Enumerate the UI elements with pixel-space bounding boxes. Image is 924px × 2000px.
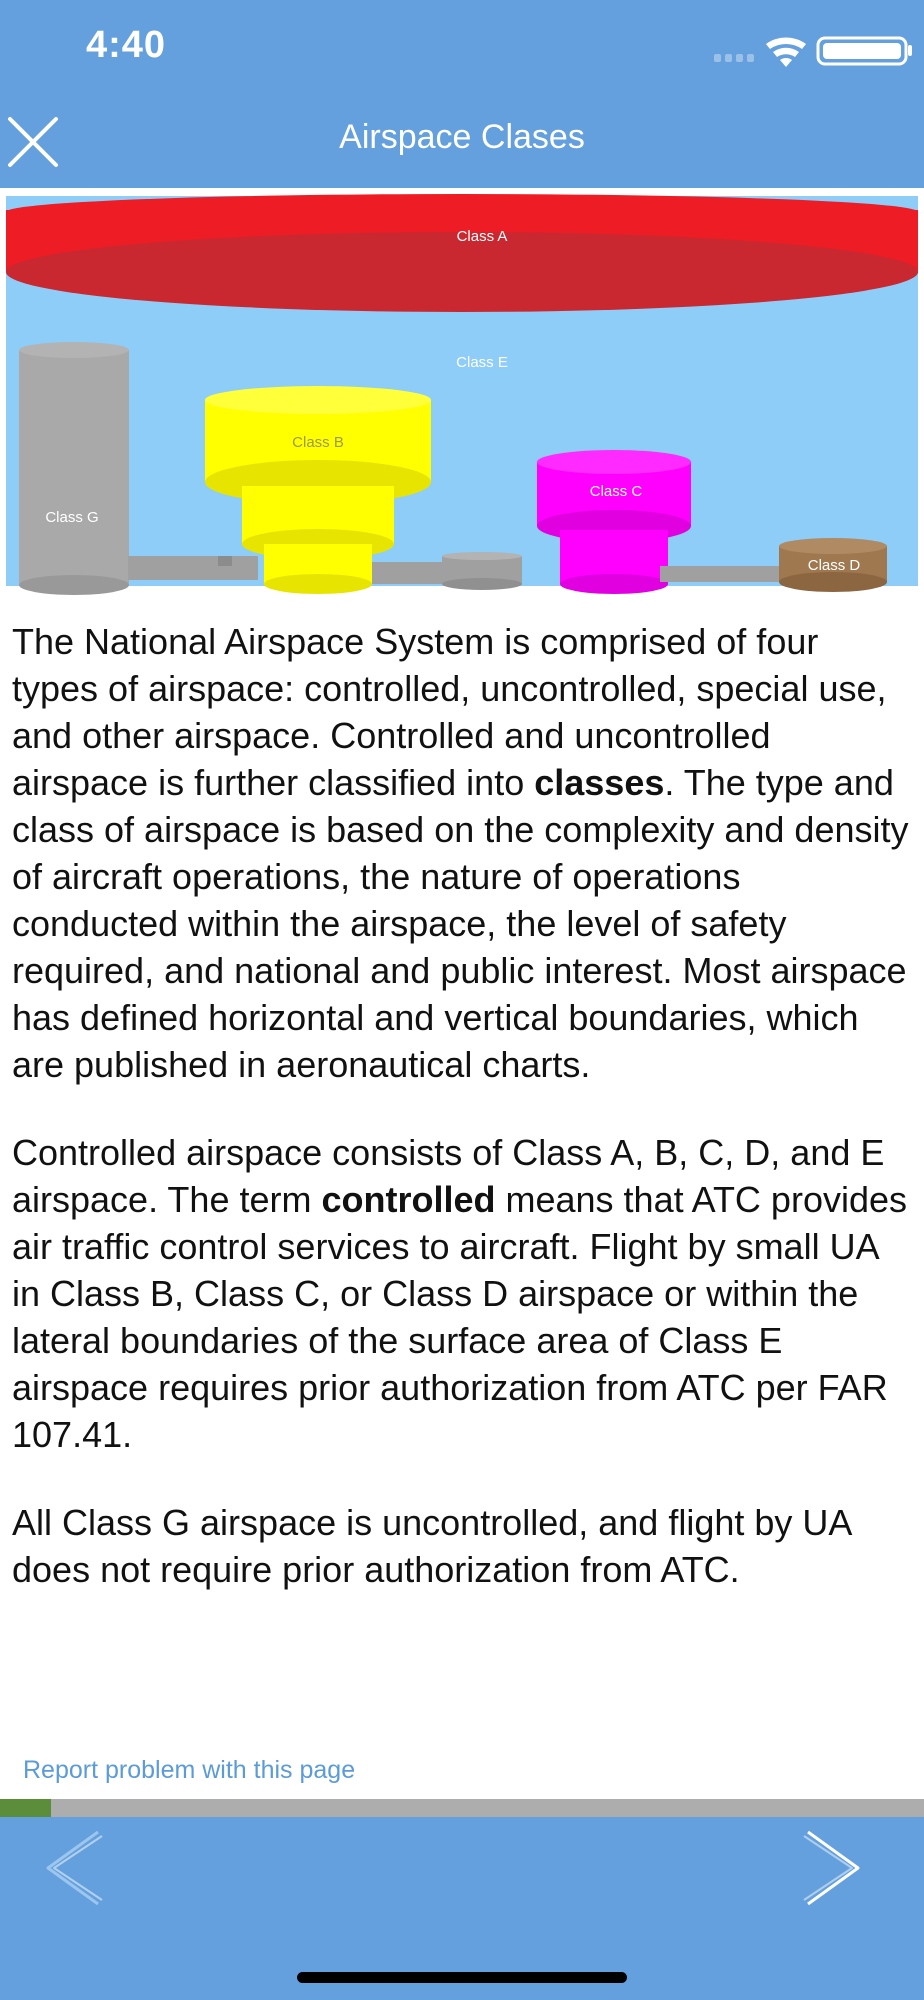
paragraph-3: All Class G airspace is uncontrolled, and flight by UA does not require prior authorization from ATC. [12,1502,851,1590]
class-g-shape [19,342,129,595]
article-content [12,618,912,1634]
controlled-term: controlled [321,1179,496,1220]
class-g-label: Class G [45,509,99,526]
previous-page-icon[interactable] [42,1828,106,1908]
class-d-label: Class D [807,557,861,574]
page-title: Airspace Clases [339,118,585,156]
status-time: 4:40 [86,24,167,66]
airspace-classes-diagram [0,188,924,596]
progress-bar [0,1799,924,1817]
home-indicator[interactable] [297,1972,627,1983]
paragraph-2: Controlled airspace consists of Class A, B, C, D, and E airspace. The term controlled means that ATC provides air traffic control services to aircraft. Flight by small UA in Class B, Class C, or Class D airspace or within the lateral boundaries of the surface area of Class E airspace requires prior authorization from ATC per FAR 107.41. [12,1132,908,1455]
paragraph-1: The National Airspace System is comprised of four types of airspace: controlled, uncontrolled, special use, and other airspace. Controlled and uncontrolled airspace is further classified into classes. The type and class of airspace is based on the complexity and density of aircraft operations, the nature of operations conducted within the airspace, the level of safety required, and national and public interest. Most airspace has defined horizontal and vertical boundaries, which are published in aeronautical charts. [12,621,909,1085]
report-problem-link[interactable]: Report problem with this page [23,1756,356,1784]
status-icons [0,0,924,100]
class-c-label: Class C [589,483,643,500]
class-b-label: Class B [292,434,344,451]
class-a-label: Class A [456,228,508,245]
wifi-icon [766,37,806,67]
ground-shelf-left [128,556,258,580]
class-e-label: Class E [456,354,508,371]
classes-term: classes [534,762,665,803]
class-a-shape [6,194,918,312]
next-page-icon[interactable] [800,1828,864,1908]
cellular-signal-icon [714,54,754,62]
header [0,0,924,188]
progress-fill [0,1799,51,1817]
battery-icon [818,38,912,64]
